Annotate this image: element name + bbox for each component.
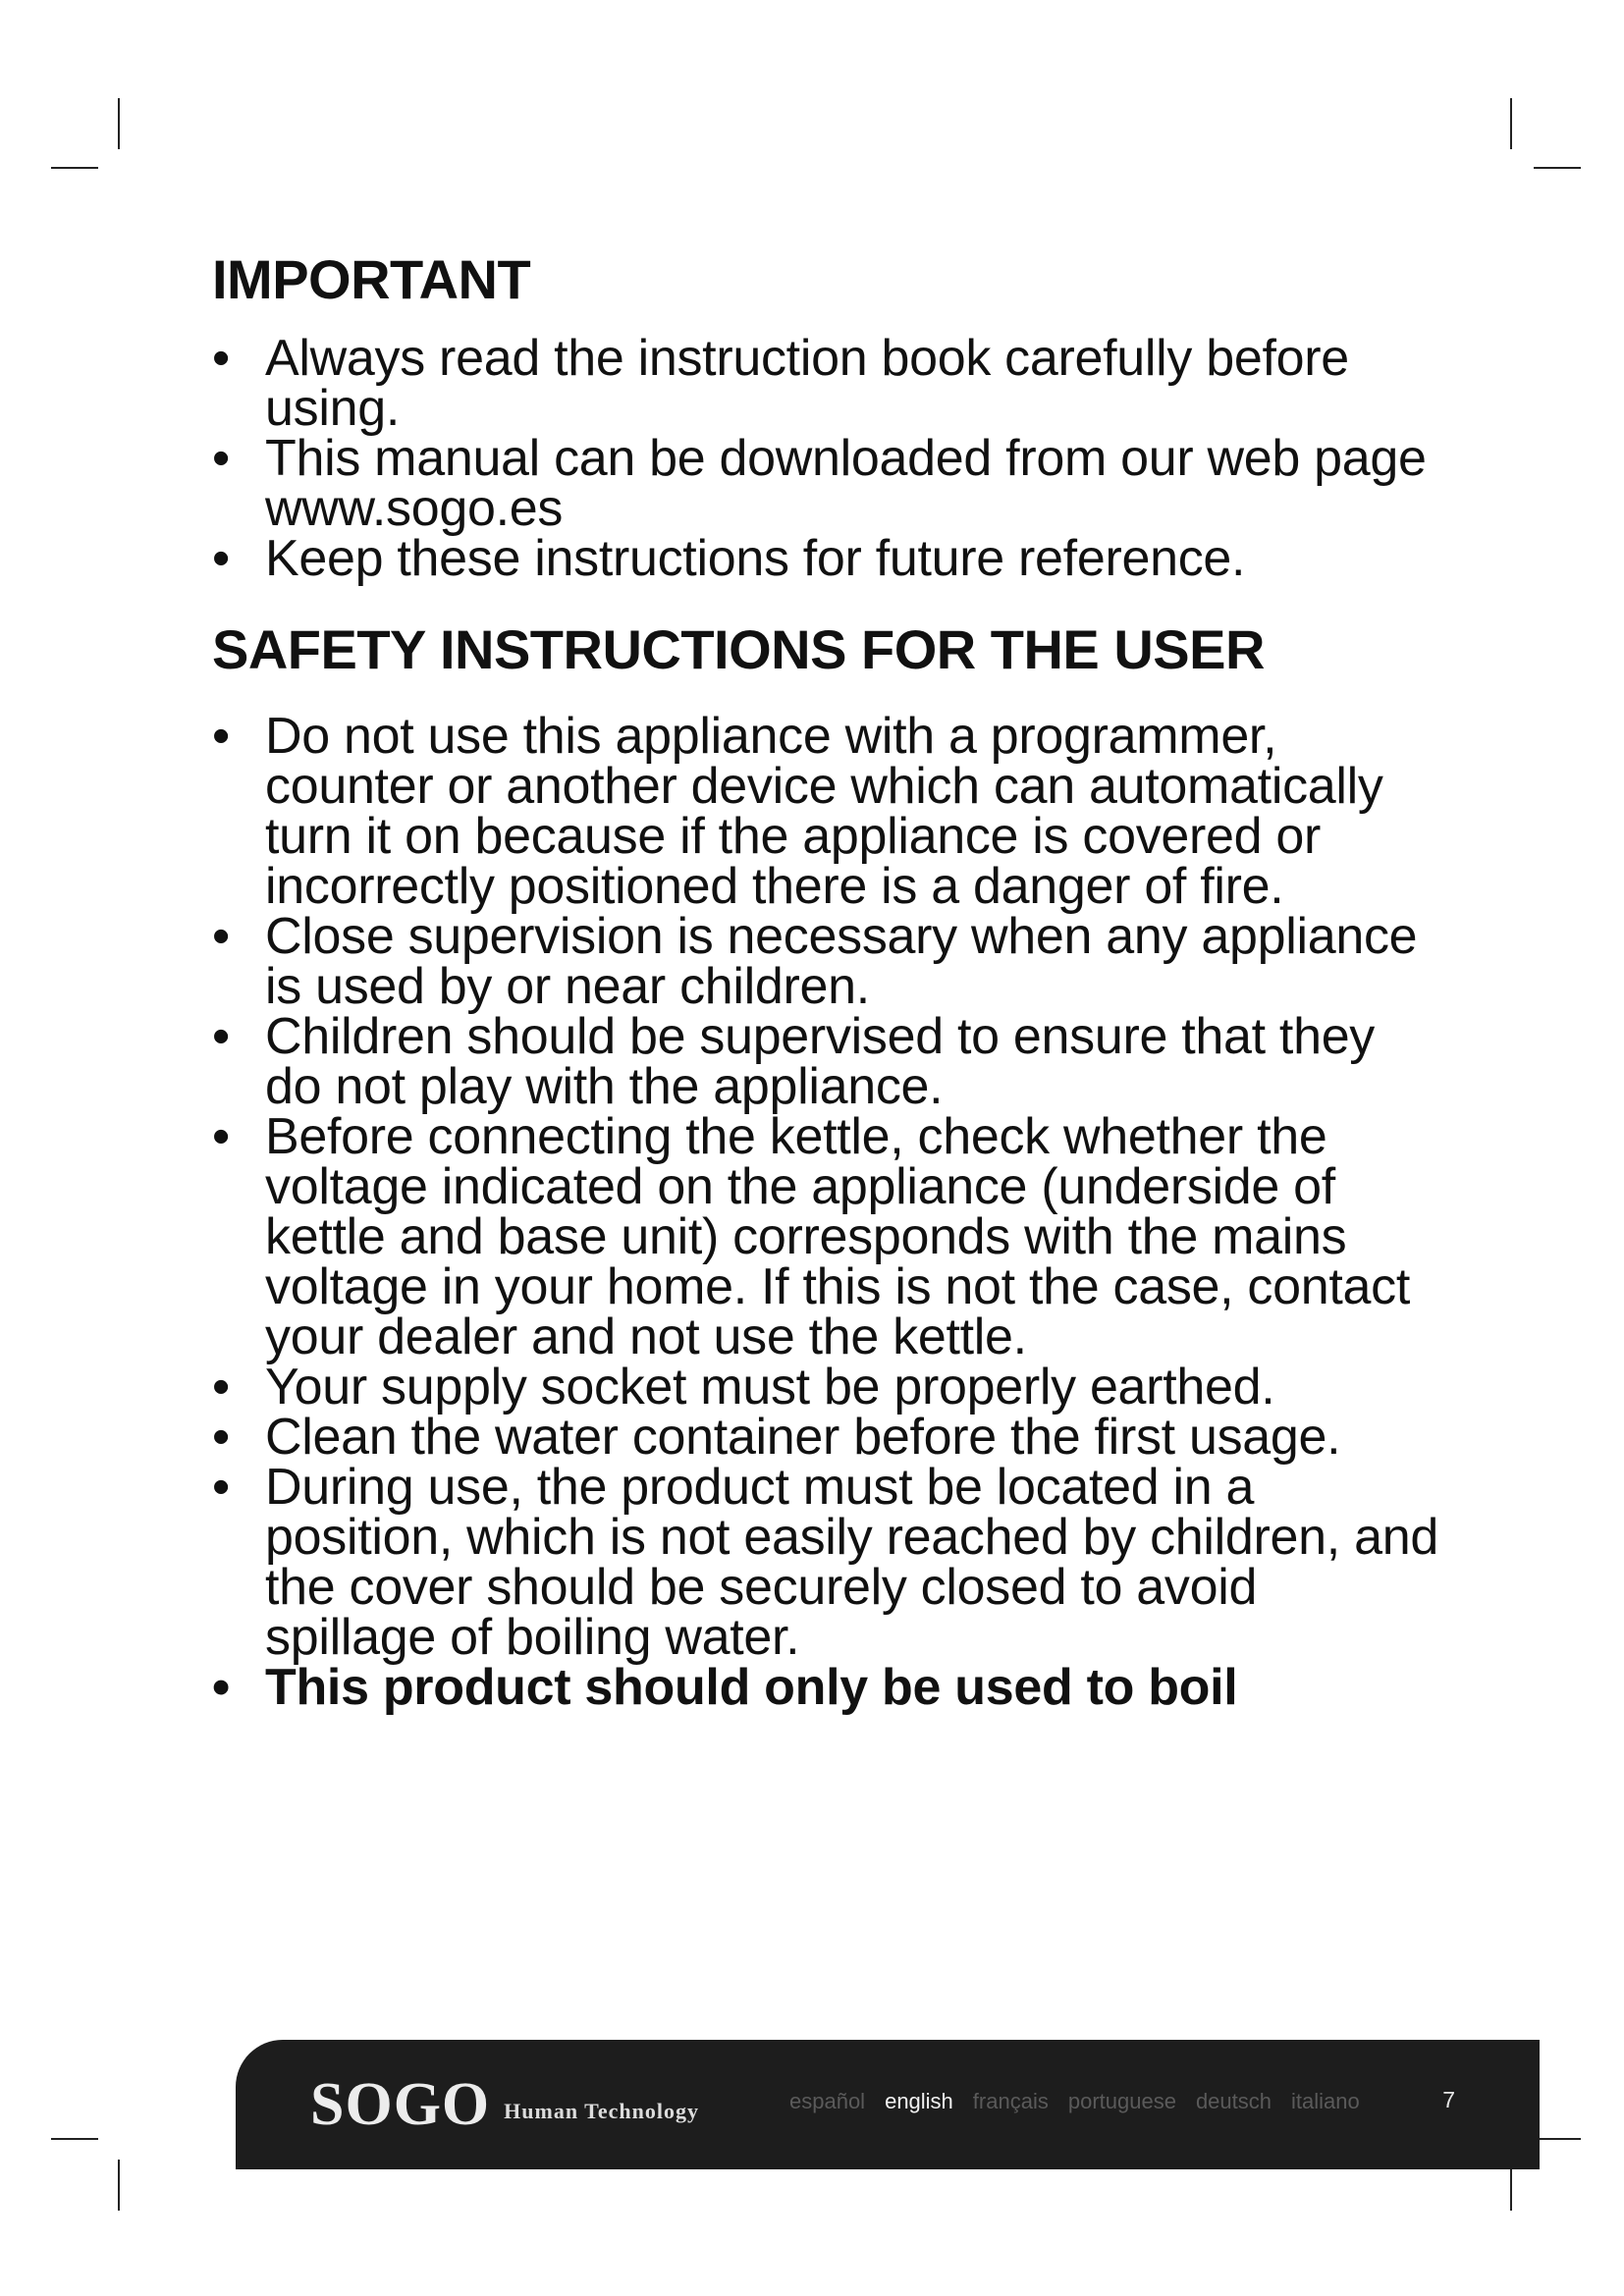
crop-mark-bottom-right-horizontal bbox=[1534, 2138, 1581, 2140]
list-item: • Keep these instructions for future reference. bbox=[212, 534, 1439, 584]
sogo-logo: SOGO bbox=[310, 2070, 491, 2138]
brand-tagline: Human Technology bbox=[504, 2099, 699, 2123]
safety-list bbox=[212, 708, 1439, 1716]
page-footer-band bbox=[236, 2040, 1540, 2169]
crop-mark-top-right-vertical bbox=[1510, 98, 1512, 149]
crop-mark-bottom-left-vertical bbox=[118, 2160, 120, 2211]
crop-mark-top-left-vertical bbox=[118, 98, 120, 149]
section-heading-important: IMPORTANT bbox=[212, 248, 531, 310]
language-portuguese: portuguese bbox=[1067, 2089, 1176, 2113]
list-item: • This manual can be downloaded from our web page www.sogo.es bbox=[212, 434, 1439, 534]
list-item: • Clean the water container before the first usage. bbox=[212, 1413, 1439, 1463]
language-english-active: english bbox=[885, 2089, 953, 2113]
list-item: • During use, the product must be located in a position, which is not easily reached by children, and the cover should be securely closed to avoid spillage of boiling water. bbox=[212, 1463, 1439, 1663]
page-number: 7 bbox=[1442, 2087, 1455, 2112]
important-list bbox=[212, 330, 1439, 587]
manual-content bbox=[212, 245, 1439, 1716]
language-francais: français bbox=[972, 2089, 1049, 2113]
crop-mark-top-left-horizontal bbox=[51, 167, 98, 169]
language-deutsch: deutsch bbox=[1195, 2089, 1272, 2113]
list-item: • Close supervision is necessary when any appliance is used by or near children. bbox=[212, 912, 1439, 1012]
crop-mark-bottom-left-horizontal bbox=[51, 2138, 98, 2140]
list-item: • Your supply socket must be properly earthed. bbox=[212, 1362, 1439, 1413]
language-italiano: italiano bbox=[1291, 2089, 1360, 2113]
section-heading-safety: SAFETY INSTRUCTIONS FOR THE USER bbox=[212, 618, 1265, 680]
crop-mark-top-right-horizontal bbox=[1534, 167, 1581, 169]
list-item: • Do not use this appliance with a programmer, counter or another device which can automatically turn it on because if the appliance is covered or incorrectly positioned there is a danger of fire. bbox=[212, 712, 1439, 912]
language-index bbox=[789, 2089, 1360, 2114]
list-item: • Always read the instruction book carefully before using. bbox=[212, 334, 1439, 434]
list-item: • Children should be supervised to ensure that they do not play with the appliance. bbox=[212, 1012, 1439, 1112]
list-item: • Before connecting the kettle, check whether the voltage indicated on the appliance (underside of kettle and base unit) corresponds with the mains voltage in your home. If this is not the case, contact your dealer and not use the kettle. bbox=[212, 1112, 1439, 1362]
list-item-bold: • This product should only be used to boil bbox=[212, 1663, 1439, 1713]
language-espanol: español bbox=[789, 2089, 866, 2113]
